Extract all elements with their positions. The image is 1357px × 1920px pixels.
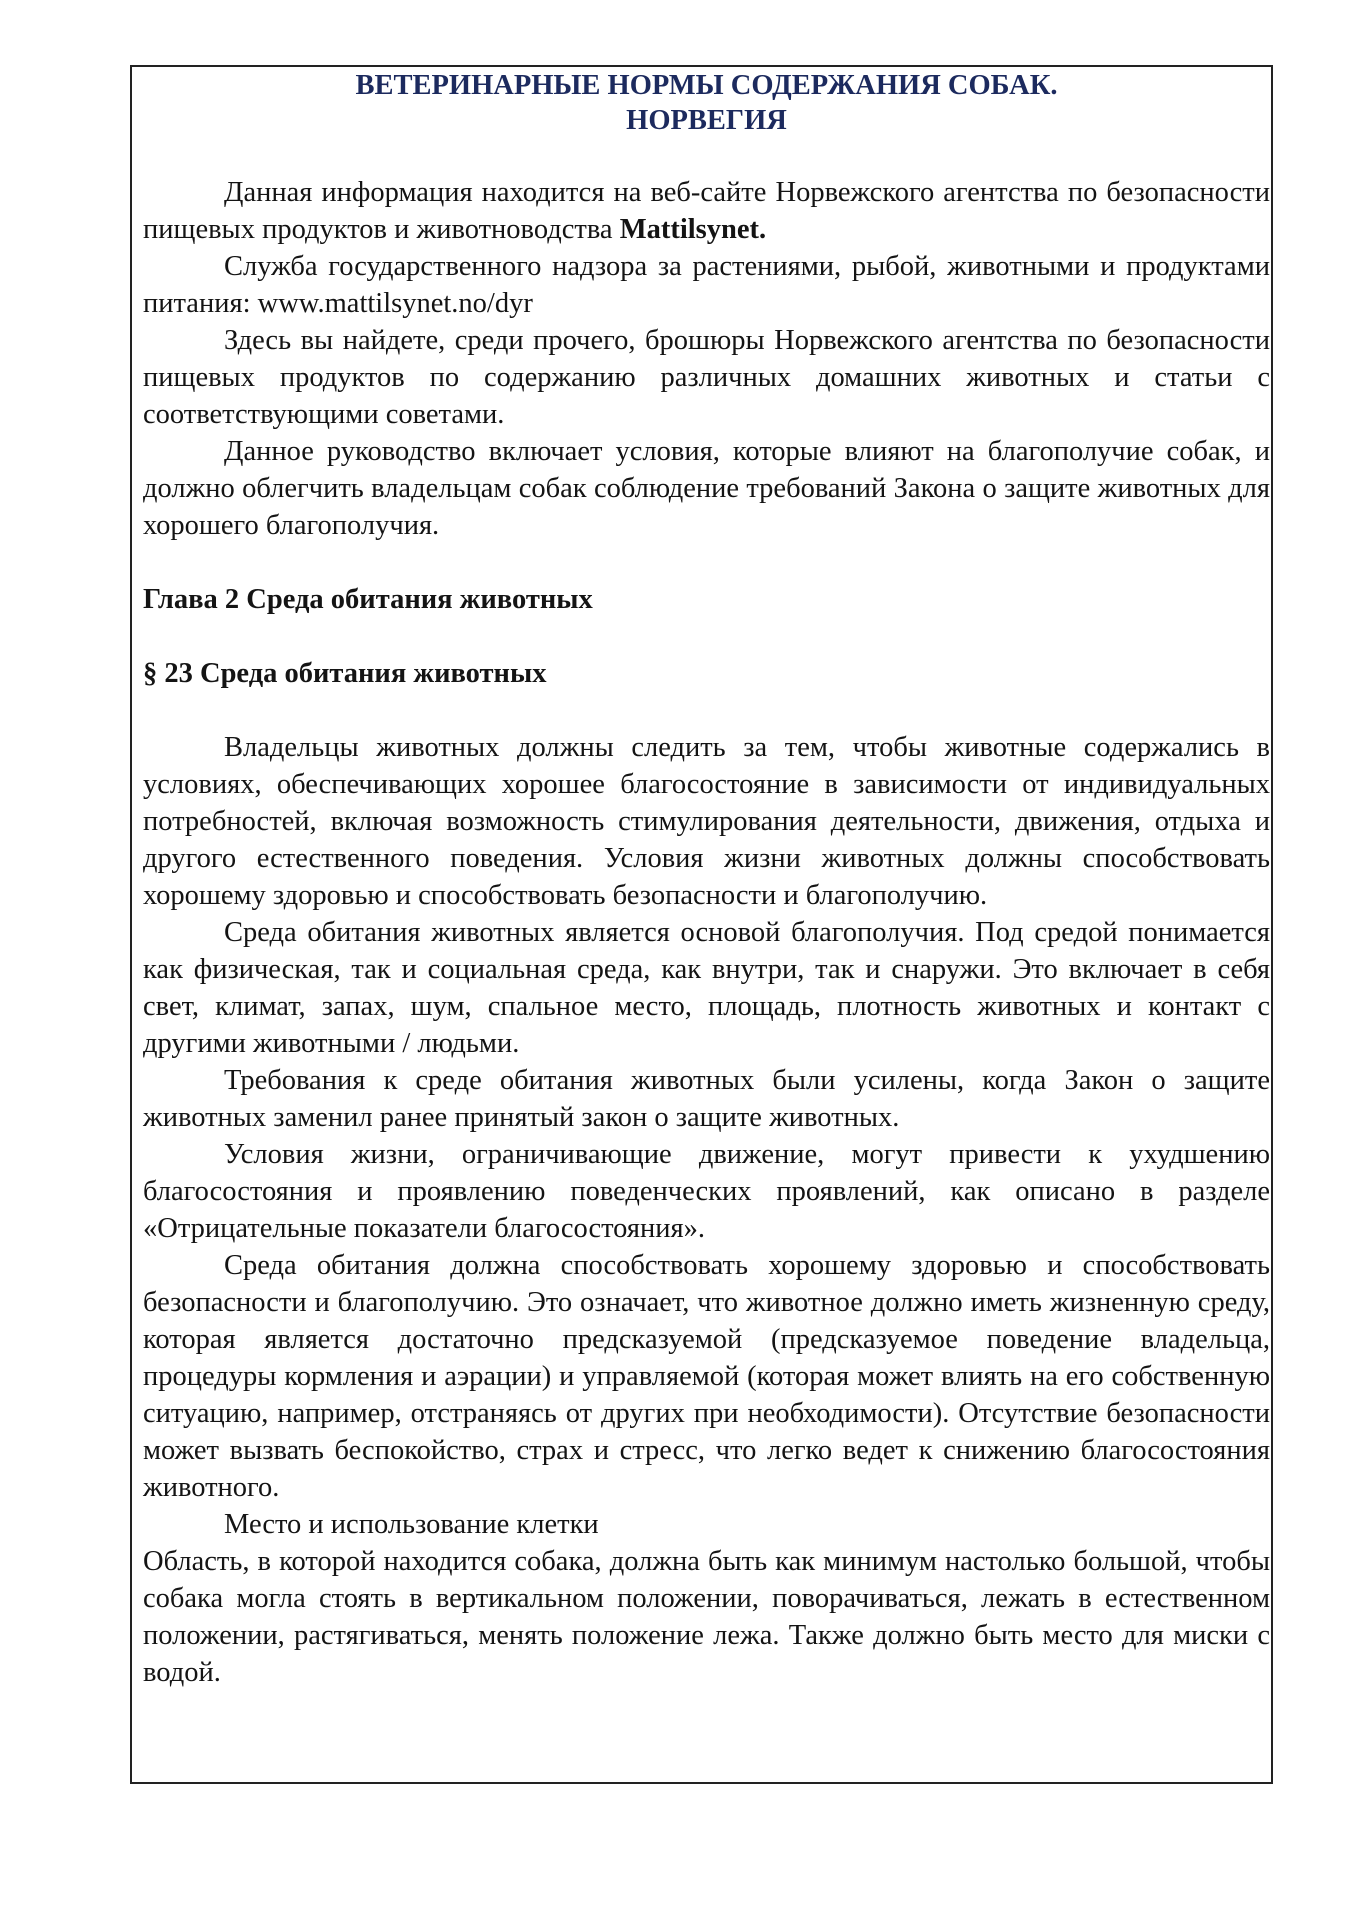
final-paragraph: Область, в которой находится собака, должна быть как минимум настолько большой, чтобы собака могла стоять в вертикальном положении, поворачиваться, лежать в естественном положении, растягиваться, менять положение лежа. Также должно быть место для миски с водой. [143,1546,1270,1688]
section-paragraph-5: Среда обитания должна способствовать хорошему здоровью и способствовать безопасности и благополучию. Это означает, что животное должно иметь жизненную среду, которая является достаточно предсказуемой (предсказуемое поведение владельца, процедуры кормления и аэрации) и управляемой (которая может влиять на его собственную ситуацию, например, отстраняясь от других при необходимости). Отсутствие безопасности может вызвать беспокойство, страх и стресс, что легко ведет к снижению благосостояния животного. [143,1250,1270,1503]
intro-paragraph-3: Здесь вы найдете, среди прочего, брошюры Норвежского агентства по безопасности пищевых продуктов по содержанию различных домашних животных и статьи с соответствующими советами. [143,325,1270,430]
title-line-2: НОРВЕГИЯ [626,105,787,136]
section-paragraph-2: Среда обитания животных является основой благополучия. Под средой понимается как физическая, так и социальная среда, как внутри, так и снаружи. Это включает в себя свет, климат, запах, шум, спальное место, площадь, плотность животных и контакт с другими животными / людьми. [143,917,1270,1059]
section-heading: § 23 Среда обитания животных [143,658,547,689]
document-title [143,68,1270,138]
intro-paragraph-1: Данная информация находится на веб-сайте Норвежского агентства по безопасности пищевых продуктов и животноводства Mattilsynet. [143,177,1270,245]
section-paragraph-3: Требования к среде обитания животных были усилены, когда Закон о защите животных заменил ранее принятый закон о защите животных. [143,1065,1270,1133]
intro-paragraph-4: Данное руководство включает условия, которые влияют на благополучие собак, и должно облегчить владельцам собак соблюдение требований Закона о защите животных для хорошего благополучия. [143,436,1270,541]
section-paragraph-4: Условия жизни, ограничивающие движение, могут привести к ухудшению благосостояния и проявлению поведенческих проявлений, как описано в разделе «Отрицательные показатели благосостояния». [143,1139,1270,1244]
chapter-heading: Глава 2 Среда обитания животных [143,584,593,615]
section-paragraph-1: Владельцы животных должны следить за тем, чтобы животные содержались в условиях, обеспечивающих хорошее благосостояние в зависимости от индивидуальных потребностей, включая возможность стимулирования деятельности, движения, отдыха и другого естественного поведения. Условия жизни животных должны способствовать хорошему здоровью и способствовать безопасности и благополучию. [143,732,1270,911]
title-line-1: ВЕТЕРИНАРНЫЕ НОРМЫ СОДЕРЖАНИЯ СОБАК. [355,70,1058,101]
cage-subheading: Место и использование клетки [224,1509,599,1540]
document-page [143,68,1270,1691]
intro-paragraph-2: Служба государственного надзора за растениями, рыбой, животными и продуктами питания: www.mattilsynet.no/dyr [143,251,1270,319]
agency-name: Mattilsynet. [619,214,767,245]
